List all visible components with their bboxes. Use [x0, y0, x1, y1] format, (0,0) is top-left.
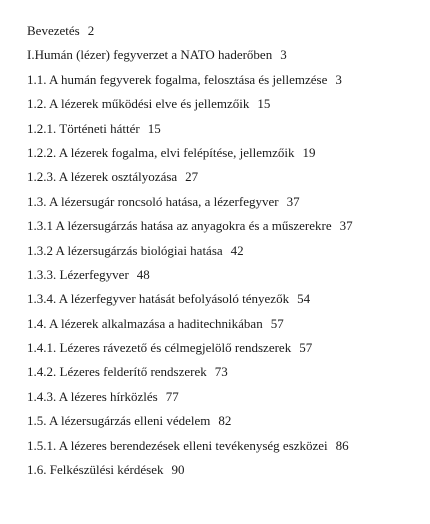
toc-entry	[27, 117, 353, 141]
toc-entry	[27, 214, 353, 238]
toc-entry-page: 82	[218, 413, 232, 429]
toc-entry-title: I.Humán (lézer) fegyverzet a NATO haderőben	[27, 47, 273, 63]
toc-entry-page: 37	[339, 218, 353, 234]
toc-entry	[27, 263, 353, 287]
toc-entry	[27, 92, 353, 116]
toc-entry-title: 1.2.2. A lézerek fogalma, elvi felépítése, jellemzőik	[27, 144, 295, 160]
toc-entry-page: 77	[165, 388, 179, 404]
toc-entry-page: 86	[335, 437, 349, 453]
toc-entry-title: 1.1. A humán fegyverek fogalma, felosztása és jellemzése	[27, 71, 328, 87]
toc-entry-title: 1.3.3. Lézerfegyver	[27, 266, 129, 282]
toc-entry	[27, 287, 353, 311]
toc-entry-page: 27	[185, 169, 199, 185]
toc-entry-page: 42	[230, 242, 244, 258]
toc-entry	[27, 385, 353, 409]
toc-entry-title: 1.2. A lézerek működési elve és jellemzőik	[27, 96, 250, 112]
toc-entry-title: 1.3. A lézersugár roncsoló hatása, a lézerfegyver	[27, 193, 279, 209]
toc-entry-title: 1.4.3. A lézeres hírközlés	[27, 388, 158, 404]
toc-entry-page: 15	[147, 120, 161, 136]
toc-entry-page: 90	[171, 462, 185, 478]
toc-entry-page: 57	[270, 315, 284, 331]
toc-entry-page: 54	[297, 291, 311, 307]
toc-entry-title: 1.3.4. A lézerfegyver hatását befolyásoló tényezők	[27, 291, 290, 307]
toc-entry	[27, 165, 353, 189]
toc-entry	[27, 43, 353, 67]
toc-entry	[27, 141, 353, 165]
toc-entry-title: 1.2.3. A lézerek osztályozása	[27, 169, 178, 185]
toc-entry-page: 3	[335, 71, 342, 87]
toc-entry-title: 1.3.1 A lézersugárzás hatása az anyagokra és a műszerekre	[27, 218, 332, 234]
toc-entry	[27, 434, 353, 458]
toc-entry	[27, 336, 353, 360]
toc-entry-title: 1.5. A lézersugárzás elleni védelem	[27, 413, 211, 429]
toc-entry	[27, 458, 353, 482]
toc-entry-page: 19	[302, 144, 316, 160]
toc-entry	[27, 312, 353, 336]
toc-entry-title: Bevezetés	[27, 23, 80, 38]
toc-entry-page: 15	[257, 96, 271, 112]
toc-entry-page: 73	[214, 364, 228, 380]
toc-entry	[27, 360, 353, 384]
toc-entry-page: 48	[136, 266, 150, 282]
toc-entry	[27, 68, 353, 92]
toc-entry-page: 57	[299, 340, 313, 356]
toc-entry-title: 1.4.1. Lézeres rávezető és célmegjelölő rendszerek	[27, 340, 292, 356]
toc-entry-page: 2	[87, 23, 95, 38]
table-of-contents	[27, 19, 353, 482]
toc-entry-page: 3	[280, 47, 287, 63]
toc-entry-title: 1.4.2. Lézeres felderítő rendszerek	[27, 364, 207, 380]
toc-entry	[27, 409, 353, 433]
toc-entry	[27, 19, 353, 43]
toc-entry-title: 1.6. Felkészülési kérdések	[27, 462, 164, 478]
toc-entry-page: 37	[286, 193, 300, 209]
toc-entry-title: 1.2.1. Történeti háttér	[27, 120, 140, 136]
toc-entry-title: 1.5.1. A lézeres berendezések elleni tevékenység eszközei	[27, 437, 328, 453]
toc-entry	[27, 190, 353, 214]
toc-entry-title: 1.4. A lézerek alkalmazása a haditechnikában	[27, 315, 263, 331]
toc-entry-title: 1.3.2 A lézersugárzás biológiai hatása	[27, 242, 223, 258]
toc-entry	[27, 239, 353, 263]
